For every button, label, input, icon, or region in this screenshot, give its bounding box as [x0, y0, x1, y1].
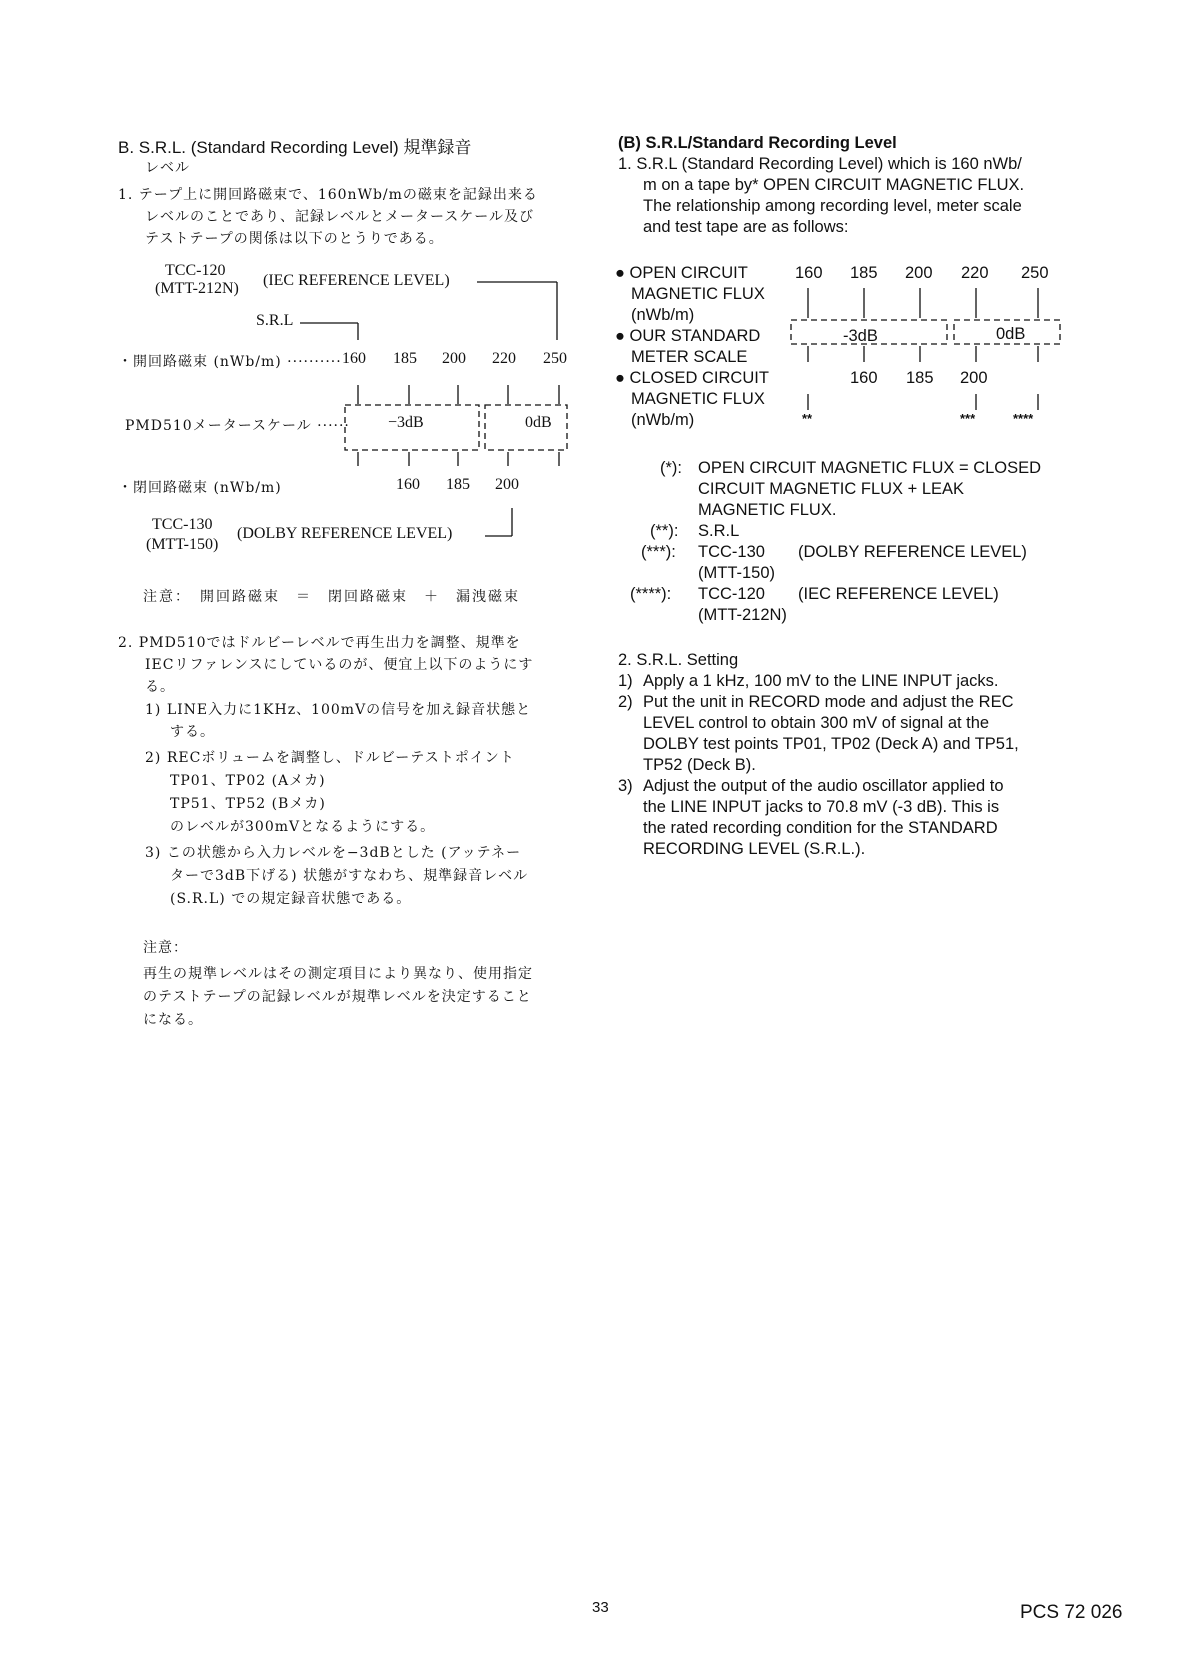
- left-closed-val: 160: [396, 476, 420, 493]
- left-note1: 注意： 開回路磁束 ＝ 閉回路磁束 ＋ 漏洩磁束: [143, 589, 520, 605]
- right-open-label1: ● OPEN CIRCUIT: [615, 264, 748, 282]
- right-std-label2: METER SCALE: [631, 348, 748, 366]
- left-open-val: 185: [393, 350, 417, 367]
- left-step2-line3: TP51、TP52 (Bメカ): [170, 796, 326, 812]
- right-step3-line4: RECORDING LEVEL (S.R.L.).: [643, 840, 866, 858]
- right-0db: 0dB: [996, 325, 1026, 343]
- right-step1: Apply a 1 kHz, 100 mV to the LINE INPUT jacks.: [643, 672, 999, 690]
- right-fn1-mark: (*):: [660, 459, 682, 477]
- right-open-label3: (nWb/m): [631, 306, 695, 324]
- right-p1-line1: 1. S.R.L (Standard Recording Level) which is 160 nWb/: [618, 155, 1022, 173]
- right-mark-2: **: [802, 411, 813, 426]
- left-step1-line2: する。: [170, 724, 215, 740]
- left-iec-label: (IEC REFERENCE LEVEL): [263, 272, 450, 289]
- right-fn2-mark: (**):: [650, 522, 679, 540]
- right-closed-label3: (nWb/m): [631, 411, 695, 429]
- right-step2-line3: DOLBY test points TP01, TP02 (Deck A) and TP51,: [643, 735, 1019, 753]
- right-step3-line1: Adjust the output of the audio oscillator applied to: [643, 777, 1004, 795]
- left-open-val: 250: [543, 350, 567, 367]
- right-open-val: 160: [795, 264, 823, 282]
- document-code: PCS 72 026: [1020, 1602, 1123, 1623]
- left-closed-val: 200: [495, 476, 519, 493]
- right-level-diagram: [0, 0, 1179, 440]
- right-open-val: 220: [961, 264, 989, 282]
- right-closed-val: 160: [850, 369, 878, 387]
- left-p1-line3: テストテープの関係は以下のとうりである。: [145, 231, 444, 247]
- right-open-val: 185: [850, 264, 878, 282]
- left-step1-line1: 1) LINE入力に1KHz、100mVの信号を加え録音状態と: [145, 702, 532, 718]
- right-step3-line3: the rated recording condition for the STANDARD: [643, 819, 998, 837]
- left-p2-line2: IECリファレンスにしているのが、便宜上以下のようにす: [145, 657, 534, 673]
- left-tcc120: TCC-120: [165, 262, 226, 279]
- right-fn3-mark: (***):: [641, 543, 676, 561]
- left-step2-line4: のレベルが300mVとなるようにする。: [170, 819, 436, 835]
- left-pmd-meter-label: PMD510メータースケール ······: [125, 418, 350, 434]
- left-closed-val: 185: [446, 476, 470, 493]
- left-heading-cont: レベル: [145, 160, 190, 176]
- right-step1-num: 1): [618, 672, 633, 690]
- right-step2-line1: Put the unit in RECORD mode and adjust the REC: [643, 693, 1014, 711]
- left-step2-line1: 2) RECボリュームを調整し、ドルビーテストポイント: [145, 750, 515, 766]
- right-fn4-line1: TCC-120: [698, 585, 765, 603]
- left-mtt212n: (MTT-212N): [155, 280, 239, 297]
- right-fn1-line1: OPEN CIRCUIT MAGNETIC FLUX = CLOSED: [698, 459, 1042, 477]
- right-mark-3: ***: [960, 411, 976, 426]
- left-open-val: 200: [442, 350, 466, 367]
- right-step2-line4: TP52 (Deck B).: [643, 756, 756, 774]
- right-closed-val: 185: [906, 369, 934, 387]
- right-fn3-line2: (DOLBY REFERENCE LEVEL): [798, 543, 1027, 561]
- left-open-flux-label: ・開回路磁束 (nWb/m) ··········: [118, 354, 342, 370]
- right-fn4-mark: (****):: [630, 585, 672, 603]
- right-fn3-line3: (MTT-150): [698, 564, 776, 582]
- right-heading: (B) S.R.L/Standard Recording Level: [618, 134, 897, 152]
- left-srl-label: S.R.L: [256, 312, 294, 329]
- right-fn2: S.R.L: [698, 522, 740, 540]
- right-std-label1: ● OUR STANDARD: [615, 327, 761, 345]
- right-step2-num: 2): [618, 693, 633, 711]
- right-p1-line4: and test tape are as follows:: [643, 218, 849, 236]
- left-p2-line1: 2. PMD510ではドルビーレベルで再生出力を調整、規準を: [118, 635, 521, 651]
- left-step3-line1: 3) この状態から入力レベルを−3dBとした (アッテネー: [145, 845, 522, 861]
- right-fn1-line2: CIRCUIT MAGNETIC FLUX + LEAK: [698, 480, 965, 498]
- right-open-val: 250: [1021, 264, 1049, 282]
- left-step2-line2: TP01、TP02 (Aメカ): [170, 773, 326, 789]
- left-dolby-label: (DOLBY REFERENCE LEVEL): [237, 525, 453, 542]
- right-setting-title: 2. S.R.L. Setting: [618, 651, 739, 669]
- right-fn4-line3: (MTT-212N): [698, 606, 787, 624]
- left-open-val: 160: [342, 350, 366, 367]
- right-closed-label1: ● CLOSED CIRCUIT: [615, 369, 769, 387]
- left-tcc130: TCC-130: [152, 516, 213, 533]
- right-step3-num: 3): [618, 777, 633, 795]
- right-open-label2: MAGNETIC FLUX: [631, 285, 765, 303]
- left-p2-line3: る。: [145, 679, 175, 695]
- right-minus3db: -3dB: [843, 327, 878, 345]
- left-heading: B. S.R.L. (Standard Recording Level) 規準録音: [118, 138, 472, 157]
- right-p1-line3: The relationship among recording level, meter scale: [643, 197, 1022, 215]
- left-open-val: 220: [492, 350, 516, 367]
- left-step3-line2: ターで3dB下げる) 状態がすなわち、規準録音レベル: [170, 868, 529, 884]
- left-minus3db: −3dB: [388, 414, 424, 431]
- left-p1-line2: レベルのことであり、記録レベルとメータースケール及び: [145, 209, 535, 225]
- left-closed-flux-label: ・閉回路磁束 (nWb/m): [118, 480, 282, 496]
- left-note2-line3: になる。: [143, 1012, 203, 1028]
- right-fn1-line3: MAGNETIC FLUX.: [698, 501, 837, 519]
- right-step3-line2: the LINE INPUT jacks to 70.8 mV (-3 dB). This is: [643, 798, 1000, 816]
- right-step2-line2: LEVEL control to obtain 300 mV of signal at the: [643, 714, 990, 732]
- right-p1-line2: m on a tape by* OPEN CIRCUIT MAGNETIC FLUX.: [643, 176, 1025, 194]
- page-number: 33: [592, 1599, 609, 1616]
- left-note2-line1: 再生の規準レベルはその測定項目により異なり、使用指定: [143, 966, 533, 982]
- left-0db: 0dB: [525, 414, 552, 431]
- right-open-val: 200: [905, 264, 933, 282]
- right-closed-val: 200: [960, 369, 988, 387]
- right-fn3-line1: TCC-130: [698, 543, 765, 561]
- left-mtt150: (MTT-150): [146, 536, 219, 553]
- left-step3-line3: (S.R.L) での規定録音状態である。: [170, 891, 412, 907]
- left-note2-title: 注意：: [143, 940, 188, 956]
- left-note2-line2: のテストテープの記録レベルが規準レベルを決定すること: [143, 989, 532, 1005]
- right-mark-4: ****: [1013, 411, 1034, 426]
- left-p1-line1: 1. テープ上に開回路磁束で、160nWb/mの磁束を記録出来る: [118, 187, 538, 203]
- right-fn4-line2: (IEC REFERENCE LEVEL): [798, 585, 999, 603]
- right-closed-label2: MAGNETIC FLUX: [631, 390, 765, 408]
